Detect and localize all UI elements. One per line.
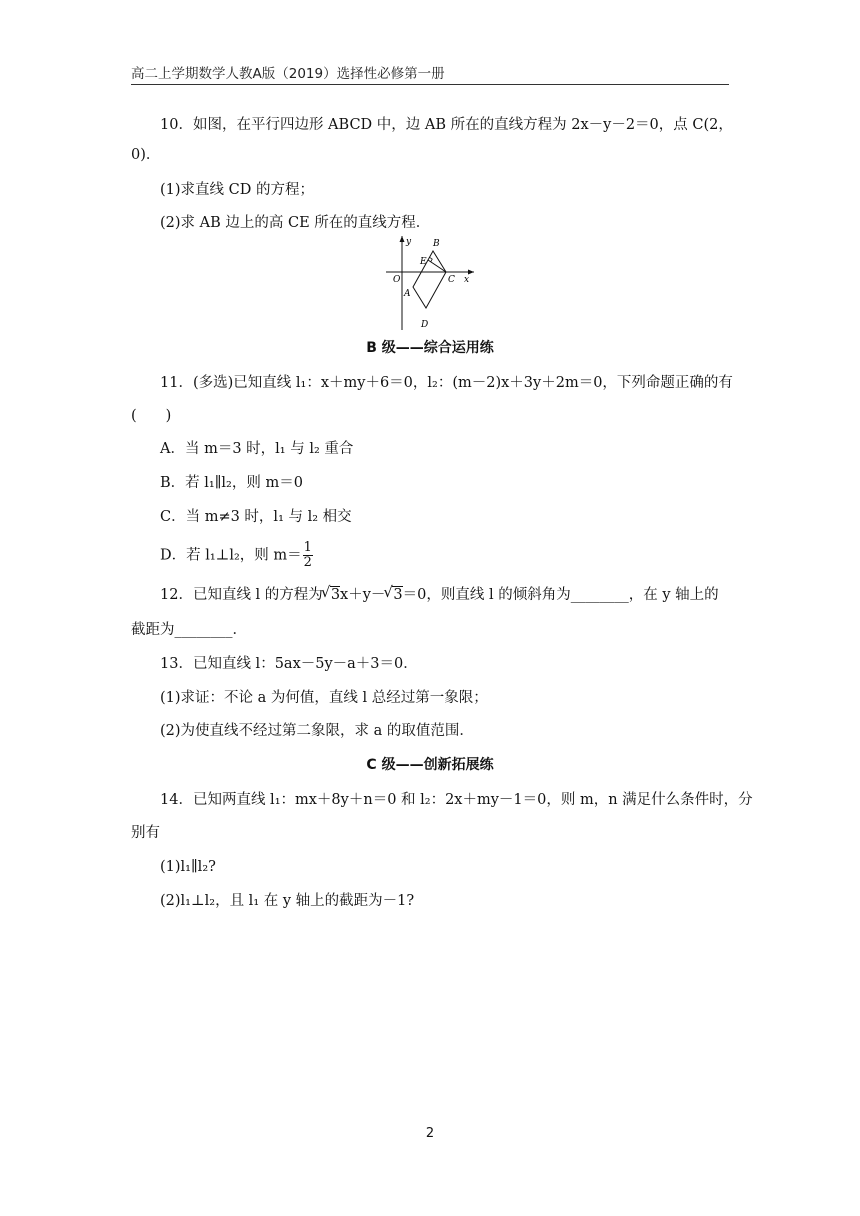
sqrt-expression: √ 3	[392, 586, 402, 603]
q13-part1: (1)求证：不论 a 为何值，直线 l 总经过第一象限；	[160, 690, 488, 706]
q11-line2: ( )	[131, 408, 172, 424]
q12-mid2: ＝0，则直线 l 的倾斜角为	[402, 587, 571, 603]
q13-part2: (2)为使直线不经过第二象限，求 a 的取值范围．	[160, 723, 474, 739]
section-c-heading: C 级——创新拓展练	[366, 757, 494, 773]
answer-blank[interactable]: ________	[570, 587, 629, 603]
q12-line1	[160, 585, 758, 605]
sqrt-expression: √ 3	[330, 586, 340, 603]
q11-option-c: C．当 m≠3 时，l₁ 与 l₂ 相交	[160, 509, 352, 525]
q12-line2	[131, 620, 729, 640]
label-a: A	[404, 289, 411, 299]
q10-part2: (2)求 AB 边上的高 CE 所在的直线方程．	[160, 215, 431, 231]
label-o: O	[393, 275, 401, 285]
label-d: D	[421, 320, 429, 330]
q11-option-d-text: D．若 l₁⊥l₂，则 m＝	[160, 547, 302, 564]
label-b: B	[433, 239, 440, 249]
q11-option-b: B．若 l₁∥l₂，则 m＝0	[160, 475, 303, 491]
q11-option-d	[160, 541, 758, 570]
fraction-denominator: 2	[303, 555, 312, 570]
fraction-numerator: 1	[303, 540, 312, 555]
parallelogram-figure	[382, 232, 482, 332]
q12-mid1: x＋y－	[340, 587, 386, 603]
fraction	[303, 541, 313, 570]
q14-part2: (2)l₁⊥l₂，且 l₁ 在 y 轴上的截距为－1?	[160, 893, 415, 909]
y-axis-arrow	[400, 236, 405, 242]
q11-option-a: A．当 m＝3 时，l₁ 与 l₂ 重合	[160, 441, 354, 457]
q11-line1: 11．(多选)已知直线 l₁：x＋my＋6＝0，l₂：(m－2)x＋3y＋2m＝0，下列命题正确的有	[160, 375, 733, 391]
parallelogram-abcd	[413, 251, 446, 308]
section-b-heading: B 级——综合运用练	[366, 340, 494, 356]
q14-line2: 别有	[131, 825, 160, 841]
label-x: x	[464, 275, 470, 285]
header-rule	[131, 84, 729, 85]
q14-part1: (1)l₁∥l₂?	[160, 859, 216, 875]
answer-blank[interactable]: ________	[174, 622, 233, 638]
q10-line1: 10．如图，在平行四边形 ABCD 中，边 AB 所在的直线方程为 2x－y－2＝0，点 C(2，	[160, 117, 733, 133]
q12-line2-suffix: ．	[232, 622, 247, 638]
q12-line2-prefix: 截距为	[131, 622, 175, 638]
label-c: C	[448, 275, 455, 285]
q14-line1: 14．已知两直线 l₁：mx＋8y＋n＝0 和 l₂：2x＋my－1＝0，则 m，n 满足什么条件时，分	[160, 792, 753, 808]
q13-line1: 13．已知直线 l：5ax－5y－a＋3＝0．	[160, 656, 418, 672]
page-number: 2	[425, 1126, 435, 1141]
q10-part1: (1)求直线 CD 的方程；	[160, 182, 314, 198]
label-y: y	[406, 237, 412, 247]
document-header: 高二上学期数学人教A版（2019）选择性必修第一册	[131, 66, 445, 82]
q12-suffix: ，在 y 轴上的	[628, 587, 719, 603]
x-axis-arrow	[468, 270, 474, 275]
q12-prefix: 12．已知直线 l 的方程为	[160, 587, 323, 603]
label-e: E	[420, 257, 427, 267]
q10-line2: 0)．	[131, 147, 161, 163]
